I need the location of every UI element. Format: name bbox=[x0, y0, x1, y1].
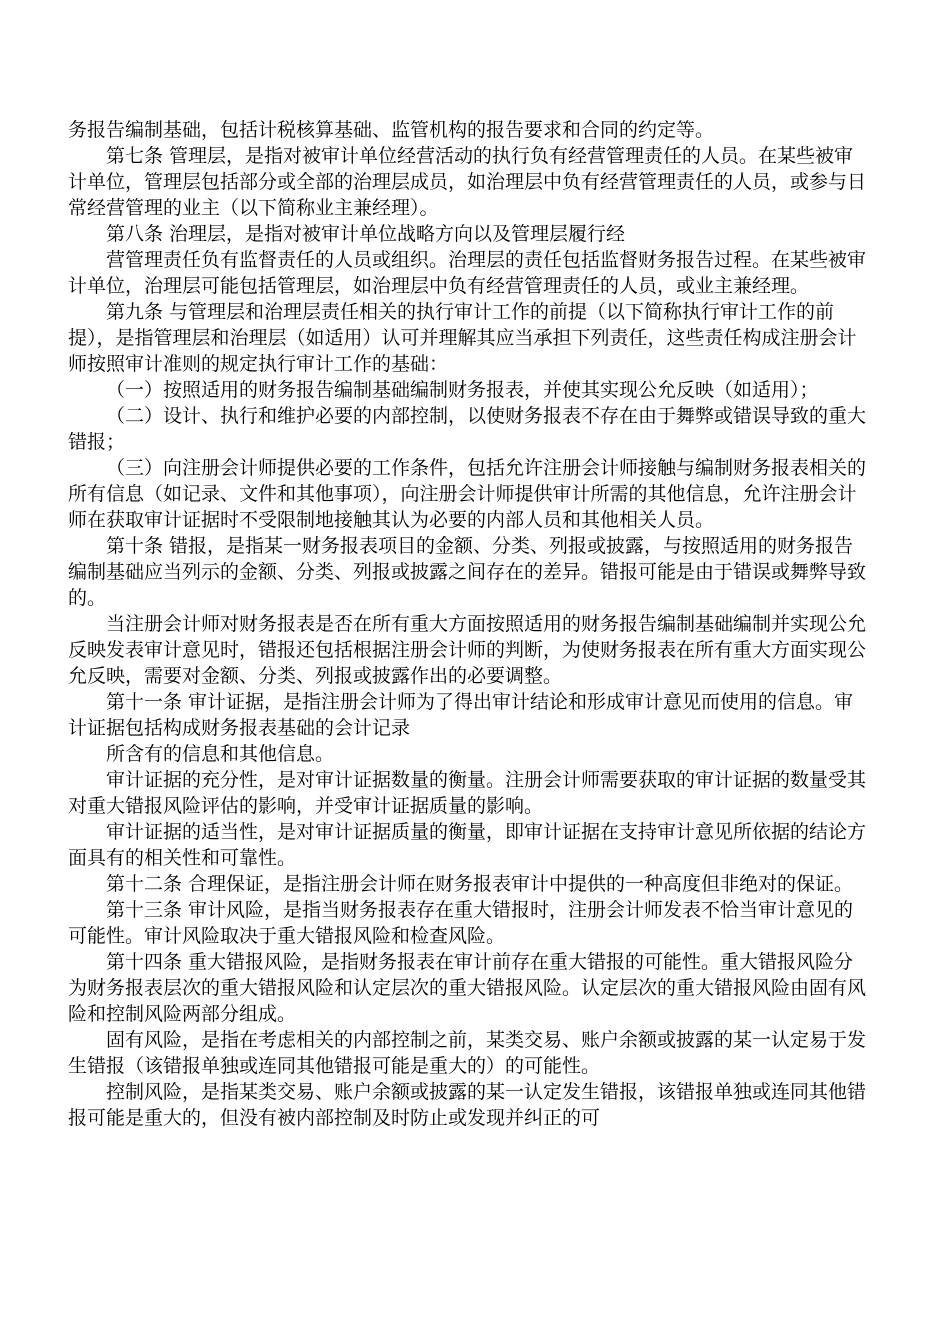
paragraph-item-2: （二）设计、执行和维护必要的内部控制，以使财务报表不存在由于舞弊或错误导致的重大错报； bbox=[68, 405, 867, 453]
paragraph-0: 务报告编制基础，包括计税核算基础、监管机构的报告要求和合同的约定等。 bbox=[68, 119, 715, 141]
paragraph-article-12: 第十二条 合理保证，是指注册会计师在财务报表审计中提供的一种高度但非绝对的保证。 bbox=[106, 873, 854, 895]
paragraph-article-10: 第十条 错报，是指某一财务报表项目的金额、分类、列报或披露，与按照适用的财务报告编制基础应当列示的金额、分类、列报或披露之间存在的差异。错报可能是由于错误或舞弊导致的。 bbox=[68, 535, 867, 609]
paragraph-article-14: 第十四条 重大错报风险，是指财务报表在审计前存在重大错报的可能性。重大错报风险分为财务报表层次的重大错报风险和认定层次的重大错报风险。认定层次的重大错报风险由固有风险和控制风险两部分组成。 bbox=[68, 951, 867, 1025]
paragraph-article-11-cont: 所含有的信息和其他信息。 bbox=[106, 743, 335, 765]
paragraph-inherent-risk: 固有风险，是指在考虑相关的内部控制之前，某类交易、账户余额或披露的某一认定易于发生错报（该错报单独或连同其他错报可能是重大的）的可能性。 bbox=[68, 1029, 867, 1077]
paragraph-article-8-cont: 营管理责任负有监督责任的人员或组织。治理层的责任包括监督财务报告过程。在某些被审计单位，治理层可能包括管理层，如治理层中负有经营管理责任的人员，或业主兼经理。 bbox=[68, 249, 867, 297]
paragraph-item-1: （一）按照适用的财务报告编制基础编制财务报表，并使其实现公允反映（如适用）； bbox=[106, 379, 819, 401]
paragraph-article-7: 第七条 管理层，是指对被审计单位经营活动的执行负有经营管理责任的人员。在某些被审计单位，管理层包括部分或全部的治理层成员，如治理层中负有经营管理责任的人员，或参与日常经营管理的业主（以下简称业主兼经理）。 bbox=[68, 145, 867, 219]
paragraph-appropriateness: 审计证据的适当性，是对审计证据质量的衡量，即审计证据在支持审计意见所依据的结论方面具有的相关性和可靠性。 bbox=[68, 821, 867, 869]
paragraph-item-3: （三）向注册会计师提供必要的工作条件，包括允许注册会计师接触与编制财务报表相关的所有信息（如记录、文件和其他事项），向注册会计师提供审计所需的其他信息，允许注册会计师在获取审计证据时不受限制地接触其认为必要的内部人员和其他相关人员。 bbox=[68, 457, 867, 531]
paragraph-sufficiency: 审计证据的充分性，是对审计证据数量的衡量。注册会计师需要获取的审计证据的数量受其对重大错报风险评估的影响，并受审计证据质量的影响。 bbox=[68, 769, 867, 817]
document-body bbox=[68, 117, 868, 1131]
paragraph-article-13: 第十三条 审计风险，是指当财务报表存在重大错报时，注册会计师发表不恰当审计意见的可能性。审计风险取决于重大错报风险和检查风险。 bbox=[68, 899, 854, 947]
paragraph-control-risk: 控制风险，是指某类交易、账户余额或披露的某一认定发生错报，该错报单独或连同其他错报可能是重大的，但没有被内部控制及时防止或发现并纠正的可 bbox=[68, 1081, 867, 1129]
paragraph-article-8: 第八条 治理层，是指对被审计单位战略方向以及管理层履行经 bbox=[106, 223, 626, 245]
paragraph-misstatement-adjust: 当注册会计师对财务报表是否在所有重大方面按照适用的财务报告编制基础编制并实现公允反映发表审计意见时，错报还包括根据注册会计师的判断，为使财务报表在所有重大方面实现公允反映，需要对金额、分类、列报或披露作出的必要调整。 bbox=[68, 613, 867, 687]
paragraph-article-9: 第九条 与管理层和治理层责任相关的执行审计工作的前提（以下简称执行审计工作的前提），是指管理层和治理层（如适用）认可并理解其应当承担下列责任，这些责任构成注册会计师按照审计准则的规定执行审计工作的基础： bbox=[68, 301, 857, 375]
paragraph-article-11: 第十一条 审计证据，是指注册会计师为了得出审计结论和形成审计意见而使用的信息。审计证据包括构成财务报表基础的会计记录 bbox=[68, 691, 854, 739]
